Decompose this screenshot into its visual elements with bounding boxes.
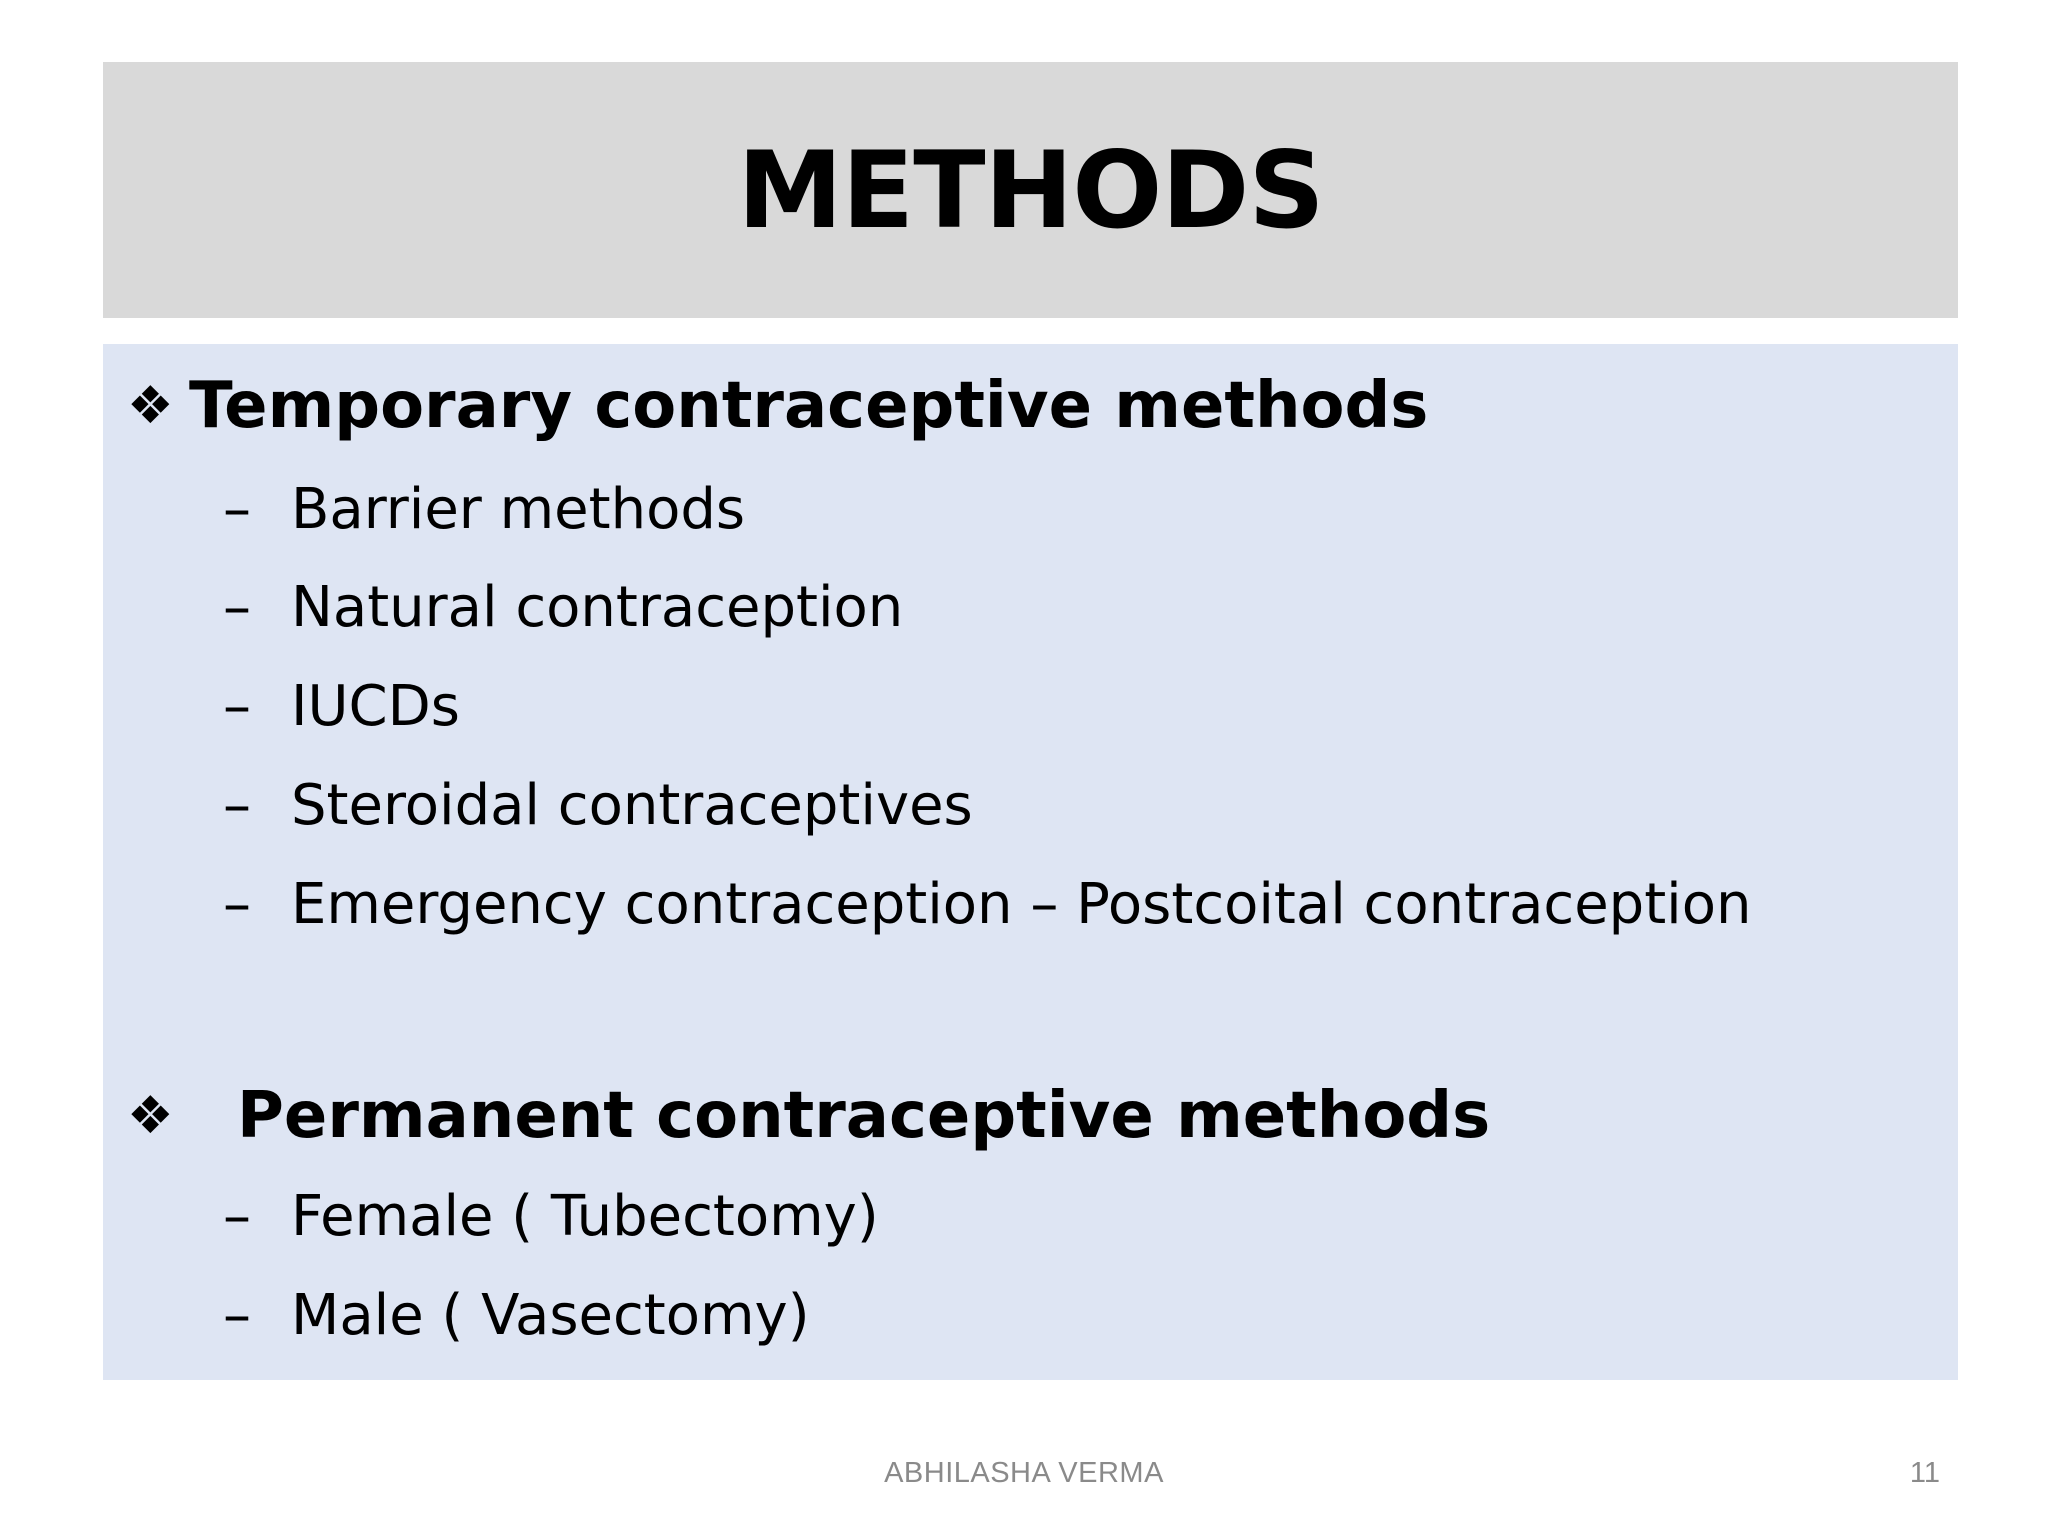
- list-item-text: Natural contraception: [291, 575, 904, 640]
- section-heading-text: Permanent contraceptive methods: [237, 1079, 1491, 1153]
- dash-marker: –: [223, 477, 251, 542]
- list-item-text: Emergency contraception – Postcoital contraception: [291, 872, 1752, 937]
- diamond-bullet-icon: ❖: [127, 1086, 174, 1146]
- footer-page-number: 11: [1909, 1457, 1940, 1489]
- list-item-text: Steroidal contraceptives: [291, 773, 973, 838]
- list-item-text: Male ( Vasectomy): [291, 1283, 810, 1348]
- list-item-text: Barrier methods: [291, 477, 746, 542]
- list-item: [223, 1184, 879, 1249]
- section-heading-permanent: [127, 1079, 1491, 1153]
- section-heading-text: Temporary contraceptive methods: [189, 369, 1429, 443]
- list-item: [223, 575, 904, 640]
- dash-marker: –: [223, 872, 251, 937]
- dash-marker: –: [223, 674, 251, 739]
- diamond-bullet-icon: ❖: [127, 376, 174, 436]
- list-item: [223, 773, 973, 838]
- section-heading-temporary: [127, 369, 1429, 443]
- list-item-text: Female ( Tubectomy): [291, 1184, 879, 1249]
- list-item: [223, 1283, 810, 1348]
- list-item-text: IUCDs: [291, 674, 460, 739]
- list-item: [223, 872, 1752, 937]
- list-item: [223, 674, 460, 739]
- footer-author: ABHILASHA VERMA: [884, 1457, 1164, 1489]
- dash-marker: –: [223, 773, 251, 838]
- title-box: [103, 62, 1958, 318]
- list-item: [223, 477, 746, 542]
- dash-marker: –: [223, 575, 251, 640]
- dash-marker: –: [223, 1184, 251, 1249]
- content-box: [103, 344, 1958, 1380]
- dash-marker: –: [223, 1283, 251, 1348]
- slide-title: METHODS: [737, 129, 1324, 252]
